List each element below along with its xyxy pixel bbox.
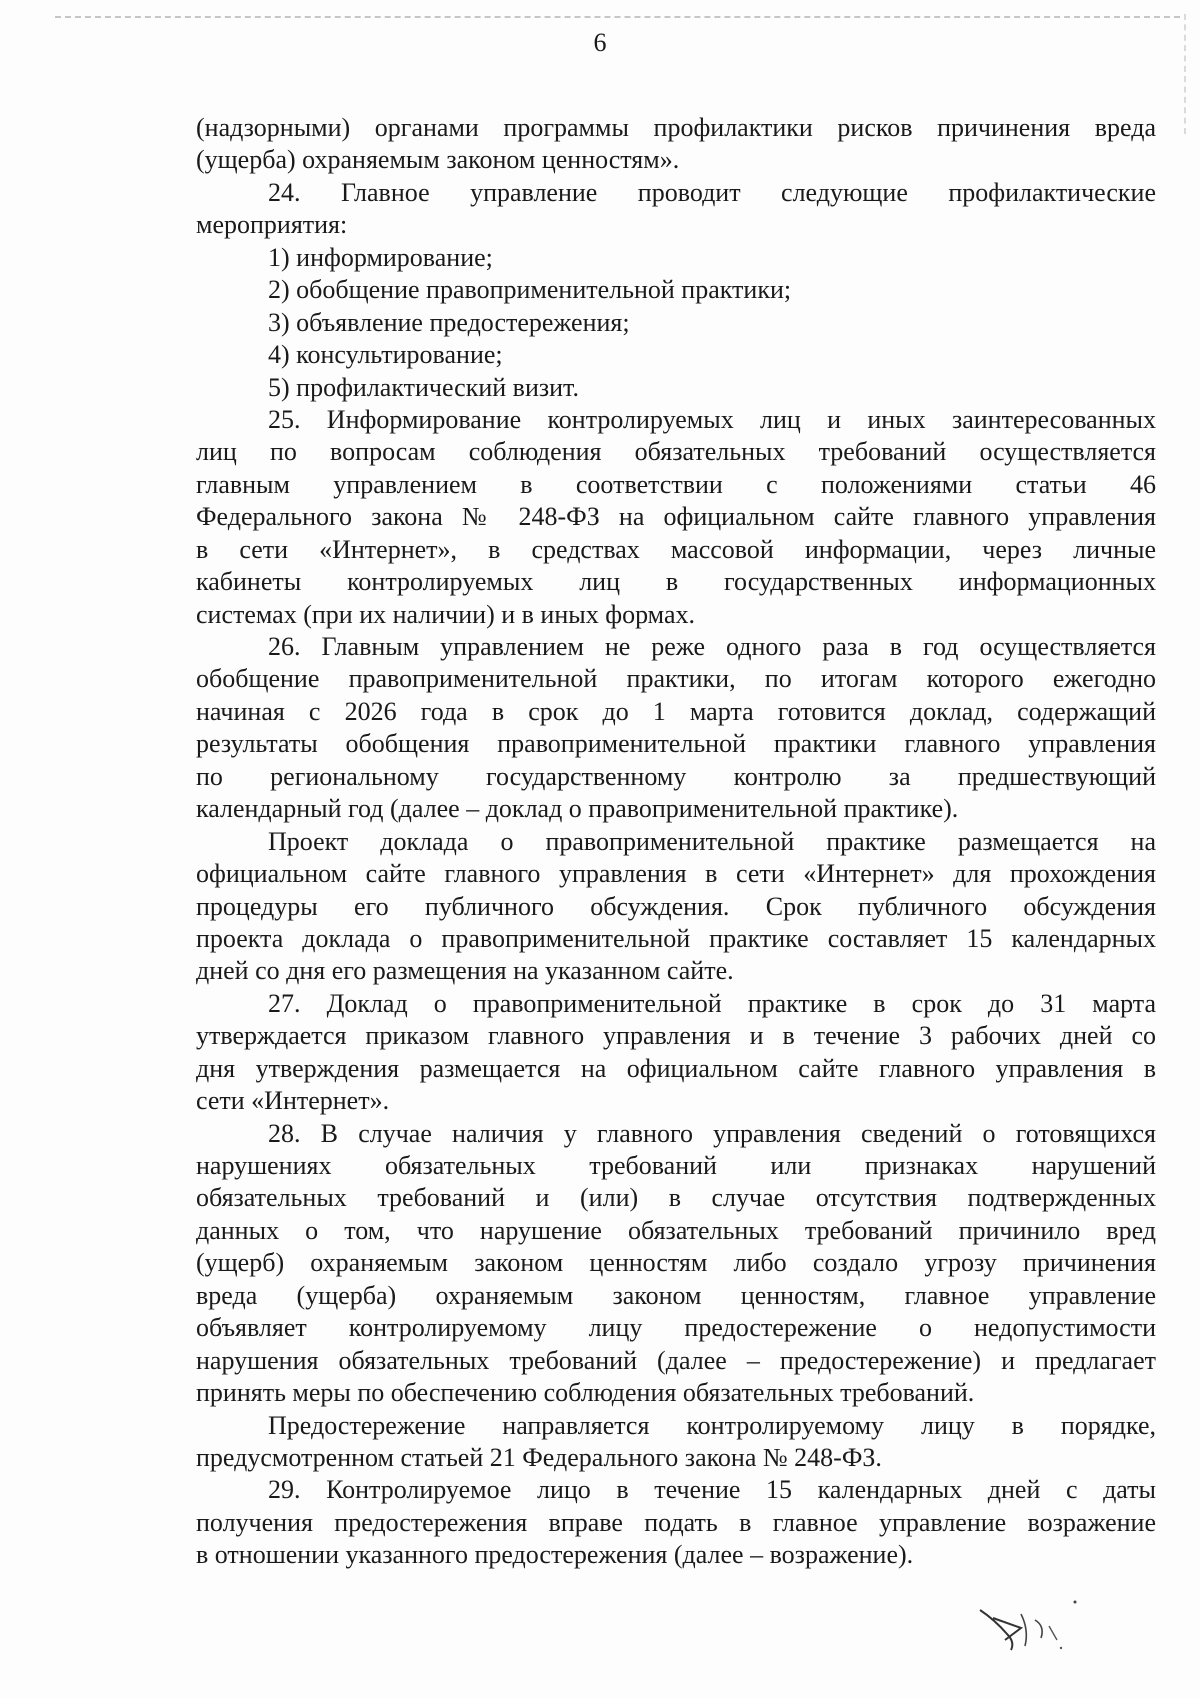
text-line: Проект доклада о правоприменительной практике размещается на [268,826,1156,856]
text-line: Предостережение направляется контролируемому лицу в порядке, [268,1410,1156,1440]
text-line: главным управлением в соответствии с положениями статьи 46 [196,469,1156,499]
text-line: нарушения обязательных требований (далее – предостережение) и предлагает [196,1345,1156,1375]
text-line: проекта доклада о правоприменительной практике составляет 15 календарных [196,923,1156,953]
text-line: предусмотренном статьей 21 Федерального закона № 248-ФЗ. [196,1442,882,1472]
text-line: 27. Доклад о правоприменительной практике в срок до 31 марта [268,988,1156,1018]
text-line: обобщение правоприменительной практики, по итогам которого ежегодно [196,664,1156,694]
text-line: (ущерб) охраняемым законом ценностям либо создало угрозу причинения [196,1248,1156,1278]
text-line: официальном сайте главного управления в сети «Интернет» для прохождения [196,859,1156,889]
text-line: сети «Интернет». [196,1086,390,1116]
text-line: обязательных требований и (или) в случае отсутствия подтвержденных [196,1183,1156,1213]
text-line: 24. Главное управление проводит следующие профилактические [268,177,1156,207]
text-line: 5) профилактический визит. [268,372,579,402]
text-line: результаты обобщения правоприменительной практики главного управления [196,729,1156,759]
text-line: 2) обобщение правоприменительной практики; [268,275,792,305]
text-line: системах (при их наличии) и в иных формах. [196,599,696,629]
text-line: вреда (ущерба) охраняемым законом ценностям, главное управление [196,1280,1156,1310]
text-line: 28. В случае наличия у главного управления сведений о готовящихся [268,1118,1156,1148]
text-line: 3) объявление предостережения; [268,307,630,337]
text-line: дней со дня его размещения на указанном сайте. [196,956,734,986]
page-number: 6 [593,28,607,57]
text-line: принять меры по обеспечению соблюдения обязательных требований. [196,1378,975,1408]
text-line: (ущерба) охраняемым законом ценностям». [196,145,680,175]
text-line: 25. Информирование контролируемых лиц и иных заинтересованных [268,404,1156,434]
text-line: (надзорными) органами программы профилактики рисков причинения вреда [196,113,1156,142]
text-line: дня утверждения размещается на официальном сайте главного управления в [196,1053,1156,1083]
text-line: объявляет контролируемому лицу предостережение о недопустимости [196,1313,1156,1343]
text-line: в отношении указанного предостережения (далее – возражение). [196,1540,914,1570]
text-line: данных о том, что нарушение обязательных требований причинило вред [196,1215,1156,1245]
body-text [196,112,1156,1572]
text-line: 4) консультирование; [268,340,503,370]
text-line: в сети «Интернет», в средствах массовой информации, через личные [196,534,1156,564]
text-line: утверждается приказом главного управления и в течение 3 рабочих дней со [196,1021,1156,1051]
text-line: календарный год (далее – доклад о правоприменительной практике). [196,794,959,824]
scan-edge-top [55,16,1180,18]
text-line: получения предостережения вправе подать в главное управление возражение [196,1507,1156,1537]
text-line: лиц по вопросам соблюдения обязательных требований осуществляется [196,437,1156,467]
text-line: по региональному государственному контролю за предшествующий [196,761,1156,791]
signature-mark [975,1590,1085,1660]
text-line: 1) информирование; [268,242,493,272]
text-line: Федерального закона № 248-ФЗ на официальном сайте главного управления [196,502,1156,532]
text-line: мероприятия: [196,210,348,240]
text-line: нарушениях обязательных требований или признаках нарушений [196,1151,1156,1180]
text-line: начиная с 2026 года в срок до 1 марта готовится доклад, содержащий [196,696,1156,726]
text-line: 29. Контролируемое лицо в течение 15 календарных дней с даты [268,1475,1156,1505]
text-line: процедуры его публичного обсуждения. Срок публичного обсуждения [196,891,1156,921]
text-line: кабинеты контролируемых лиц в государственных информационных [196,567,1156,597]
text-line: 26. Главным управлением не реже одного раза в год осуществляется [268,632,1156,661]
